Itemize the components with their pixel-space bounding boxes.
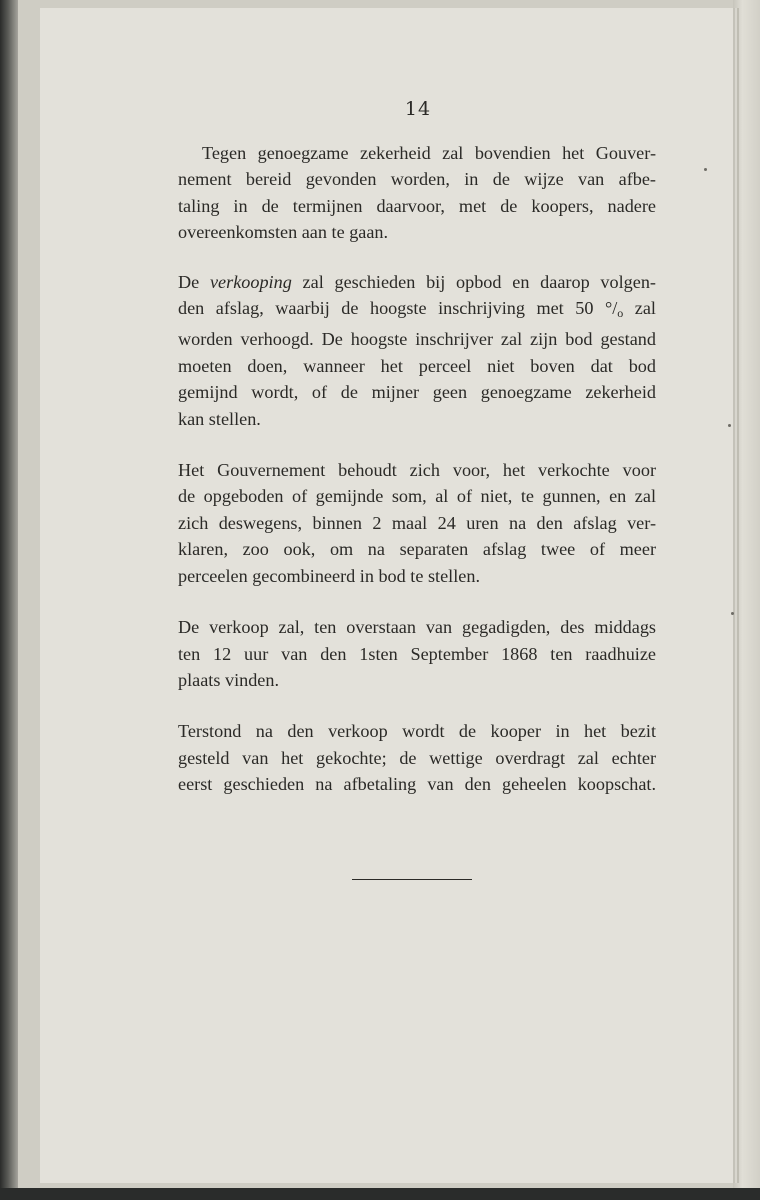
paragraph-4 — [178, 614, 656, 693]
text-line: De verkoop zal, ten overstaan van gegadigden, des middags — [178, 617, 656, 638]
text-line: kan stellen. — [178, 408, 261, 429]
paper-speck — [731, 612, 734, 615]
paper-speck — [728, 424, 731, 427]
text-line: gesteld van het gekochte; de wettige overdragt zal echter — [178, 747, 656, 768]
text-line: de opgeboden of gemijnde som, al of niet, te gunnen, en zal — [178, 486, 656, 507]
paragraph-1 — [178, 140, 656, 246]
text-fragment: De — [178, 271, 210, 292]
paragraph-3 — [178, 457, 656, 589]
text-line: Tegen genoegzame zekerheid zal bovendien het Gouver- — [202, 143, 656, 163]
binding-shadow — [0, 0, 20, 1200]
body-text — [178, 140, 656, 823]
text-line: ten 12 uur van den 1sten September 1868 ten raadhuize — [178, 643, 656, 664]
text-line: gemijnd wordt, of de mijner geen genoegzame zekerheid — [178, 382, 656, 403]
text-line: zich deswegens, binnen 2 maal 24 uren na den afslag ver- — [178, 512, 656, 533]
text-line: nement bereid gevonden worden, in de wijze van afbe- — [178, 169, 656, 190]
text-line: perceelen gecombineerd in bod te stellen. — [178, 565, 480, 586]
text-line: klaren, zoo ook, om na separaten afslag twee of meer — [178, 539, 656, 560]
paper-speck — [704, 168, 707, 171]
text-line: Terstond na den verkoop wordt de kooper in het bezit — [178, 721, 656, 742]
text-fragment: zal — [623, 298, 656, 319]
text-line: worden verhoogd. De hoogste inschrijver zal zijn bod gestand — [178, 329, 656, 350]
scan-background — [0, 1188, 760, 1200]
paragraph-2 — [178, 269, 656, 432]
text-line — [178, 269, 656, 295]
closing-rule — [352, 879, 472, 880]
right-page-edge — [733, 0, 760, 1200]
paragraph-5 — [178, 718, 656, 797]
text-line: overeenkomsten aan te gaan. — [178, 222, 389, 243]
emphasis-text: verkooping — [209, 271, 292, 292]
text-fragment: zal geschieden bij opbod en daarop volgen- — [291, 271, 656, 292]
text-line: taling in de termijnen daarvoor, met de koopers, nadere — [178, 195, 656, 216]
text-line: eerst geschieden na afbetaling van den geheelen koopschat. — [178, 774, 656, 795]
text-line — [178, 295, 656, 326]
text-line: plaats vinden. — [178, 669, 280, 690]
text-fragment: den afslag, waarbij de hoogste inschrijving met 50 °/ — [178, 298, 618, 319]
page-number: 14 — [404, 98, 432, 120]
text-line: Het Gouvernement behoudt zich voor, het verkochte voor — [178, 460, 656, 481]
text-line: moeten doen, wanneer het perceel niet boven dat bod — [178, 355, 656, 376]
percent-subscript: o — [617, 306, 624, 321]
